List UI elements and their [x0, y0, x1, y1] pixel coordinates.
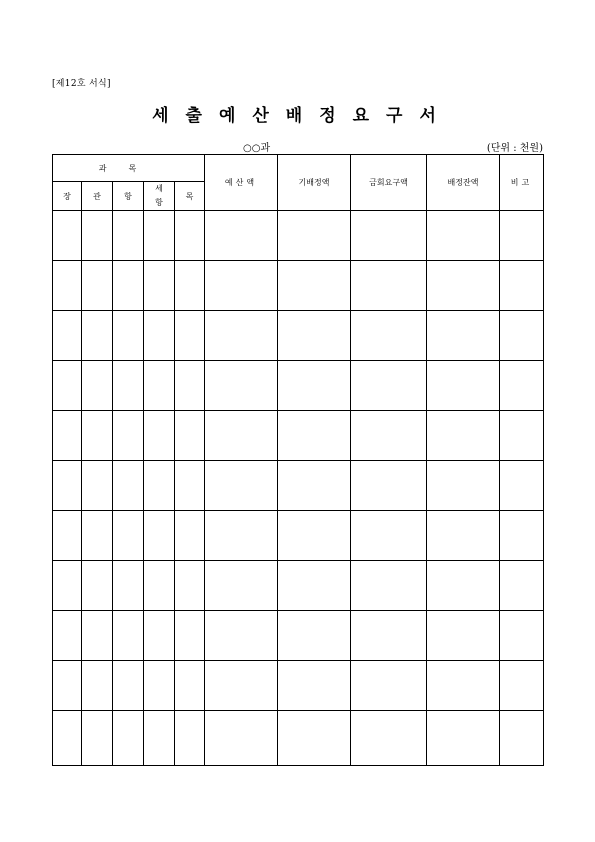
- cell-current-request[interactable]: [351, 211, 427, 261]
- cell-remaining[interactable]: [427, 461, 500, 511]
- table-row: [53, 261, 544, 311]
- cell-sehang[interactable]: [144, 611, 175, 661]
- table-row: [53, 711, 544, 766]
- cell-sehang[interactable]: [144, 461, 175, 511]
- cell-sehang[interactable]: [144, 211, 175, 261]
- cell-remarks[interactable]: [500, 211, 544, 261]
- category-group-header: 과목: [53, 155, 205, 182]
- table-row: [53, 311, 544, 361]
- cell-sehang[interactable]: [144, 661, 175, 711]
- cell-sehang[interactable]: [144, 261, 175, 311]
- cell-remaining[interactable]: [427, 211, 500, 261]
- cell-jang[interactable]: [53, 611, 82, 661]
- cell-remarks[interactable]: [500, 611, 544, 661]
- category-hang-header: 항: [113, 182, 144, 211]
- cell-budget[interactable]: [205, 211, 278, 261]
- cell-mok[interactable]: [175, 661, 205, 711]
- cell-jang[interactable]: [53, 711, 82, 766]
- cell-hang[interactable]: [113, 211, 144, 261]
- table-row: [53, 461, 544, 511]
- cell-remaining[interactable]: [427, 561, 500, 611]
- cell-mok[interactable]: [175, 411, 205, 461]
- cell-hang[interactable]: [113, 261, 144, 311]
- cell-mok[interactable]: [175, 511, 205, 561]
- cell-budget[interactable]: [205, 661, 278, 711]
- cell-gwan[interactable]: [82, 311, 113, 361]
- cell-sehang[interactable]: [144, 361, 175, 411]
- cell-hang[interactable]: [113, 611, 144, 661]
- cell-hang[interactable]: [113, 361, 144, 411]
- cell-gwan[interactable]: [82, 661, 113, 711]
- cell-budget[interactable]: [205, 261, 278, 311]
- cell-current-request[interactable]: [351, 711, 427, 766]
- cell-remarks[interactable]: [500, 461, 544, 511]
- category-jang-header: 장: [53, 182, 82, 211]
- cell-current-request[interactable]: [351, 311, 427, 361]
- table-row: [53, 611, 544, 661]
- remarks-header: 비고: [500, 155, 544, 211]
- cell-mok[interactable]: [175, 261, 205, 311]
- cell-remarks[interactable]: [500, 361, 544, 411]
- cell-budget[interactable]: [205, 411, 278, 461]
- cell-remarks[interactable]: [500, 561, 544, 611]
- cell-already-allocated[interactable]: [278, 611, 351, 661]
- document-title: 세출예산배정요구서: [152, 106, 453, 126]
- cell-gwan[interactable]: [82, 711, 113, 766]
- table-row: [53, 411, 544, 461]
- cell-hang[interactable]: [113, 711, 144, 766]
- cell-current-request[interactable]: [351, 411, 427, 461]
- cell-hang[interactable]: [113, 461, 144, 511]
- cell-sehang[interactable]: [144, 311, 175, 361]
- cell-current-request[interactable]: [351, 261, 427, 311]
- cell-remarks[interactable]: [500, 711, 544, 766]
- cell-budget[interactable]: [205, 311, 278, 361]
- cell-remaining[interactable]: [427, 261, 500, 311]
- cell-jang[interactable]: [53, 411, 82, 461]
- cell-budget[interactable]: [205, 611, 278, 661]
- cell-gwan[interactable]: [82, 361, 113, 411]
- cell-remarks[interactable]: [500, 311, 544, 361]
- cell-sehang[interactable]: [144, 561, 175, 611]
- cell-remaining[interactable]: [427, 711, 500, 766]
- cell-sehang[interactable]: [144, 711, 175, 766]
- cell-remarks[interactable]: [500, 661, 544, 711]
- cell-remaining[interactable]: [427, 661, 500, 711]
- cell-current-request[interactable]: [351, 511, 427, 561]
- cell-hang[interactable]: [113, 661, 144, 711]
- cell-current-request[interactable]: [351, 361, 427, 411]
- cell-budget[interactable]: [205, 711, 278, 766]
- cell-remaining[interactable]: [427, 611, 500, 661]
- cell-jang[interactable]: [53, 561, 82, 611]
- cell-already-allocated[interactable]: [278, 461, 351, 511]
- cell-already-allocated[interactable]: [278, 311, 351, 361]
- form-number: [제12호 서식]: [52, 79, 111, 89]
- cell-mok[interactable]: [175, 561, 205, 611]
- cell-jang[interactable]: [53, 311, 82, 361]
- cell-remaining[interactable]: [427, 411, 500, 461]
- cell-already-allocated[interactable]: [278, 361, 351, 411]
- category-gwan-header: 관: [82, 182, 113, 211]
- table-row: [53, 661, 544, 711]
- table-row: [53, 511, 544, 561]
- cell-mok[interactable]: [175, 711, 205, 766]
- cell-mok[interactable]: [175, 611, 205, 661]
- cell-budget[interactable]: [205, 461, 278, 511]
- cell-budget[interactable]: [205, 361, 278, 411]
- cell-already-allocated[interactable]: [278, 661, 351, 711]
- cell-jang[interactable]: [53, 661, 82, 711]
- cell-gwan[interactable]: [82, 211, 113, 261]
- already-allocated-header: 기배정액: [278, 155, 351, 211]
- cell-remarks[interactable]: [500, 411, 544, 461]
- cell-already-allocated[interactable]: [278, 561, 351, 611]
- cell-gwan[interactable]: [82, 411, 113, 461]
- current-request-header: 금회요구액: [351, 155, 427, 211]
- cell-already-allocated[interactable]: [278, 211, 351, 261]
- category-sehang-header: 세항: [144, 182, 175, 211]
- cell-current-request[interactable]: [351, 461, 427, 511]
- cell-mok[interactable]: [175, 211, 205, 261]
- cell-mok[interactable]: [175, 361, 205, 411]
- remaining-header: 배정잔액: [427, 155, 500, 211]
- cell-current-request[interactable]: [351, 661, 427, 711]
- cell-current-request[interactable]: [351, 561, 427, 611]
- cell-jang[interactable]: [53, 511, 82, 561]
- cell-current-request[interactable]: [351, 611, 427, 661]
- cell-hang[interactable]: [113, 511, 144, 561]
- table-row: [53, 561, 544, 611]
- cell-gwan[interactable]: [82, 561, 113, 611]
- cell-gwan[interactable]: [82, 461, 113, 511]
- cell-jang[interactable]: [53, 261, 82, 311]
- cell-budget[interactable]: [205, 511, 278, 561]
- cell-jang[interactable]: [53, 361, 82, 411]
- cell-jang[interactable]: [53, 461, 82, 511]
- cell-sehang[interactable]: [144, 411, 175, 461]
- cell-hang[interactable]: [113, 561, 144, 611]
- cell-remaining[interactable]: [427, 361, 500, 411]
- cell-remarks[interactable]: [500, 511, 544, 561]
- cell-already-allocated[interactable]: [278, 711, 351, 766]
- cell-already-allocated[interactable]: [278, 411, 351, 461]
- cell-gwan[interactable]: [82, 511, 113, 561]
- cell-jang[interactable]: [53, 211, 82, 261]
- cell-already-allocated[interactable]: [278, 511, 351, 561]
- category-mok-header: 목: [175, 182, 205, 211]
- cell-remaining[interactable]: [427, 511, 500, 561]
- cell-remaining[interactable]: [427, 311, 500, 361]
- cell-hang[interactable]: [113, 311, 144, 361]
- cell-hang[interactable]: [113, 411, 144, 461]
- cell-sehang[interactable]: [144, 511, 175, 561]
- cell-already-allocated[interactable]: [278, 261, 351, 311]
- cell-remarks[interactable]: [500, 261, 544, 311]
- cell-gwan[interactable]: [82, 261, 113, 311]
- cell-gwan[interactable]: [82, 611, 113, 661]
- table-row: [53, 361, 544, 411]
- budget-allocation-table: [52, 154, 544, 766]
- unit-label: (단위 : 천원): [486, 143, 543, 154]
- budget-header: 예산액: [205, 155, 278, 211]
- department-label: ○○과: [243, 143, 271, 154]
- table-row: [53, 211, 544, 261]
- cell-mok[interactable]: [175, 311, 205, 361]
- cell-budget[interactable]: [205, 561, 278, 611]
- cell-mok[interactable]: [175, 461, 205, 511]
